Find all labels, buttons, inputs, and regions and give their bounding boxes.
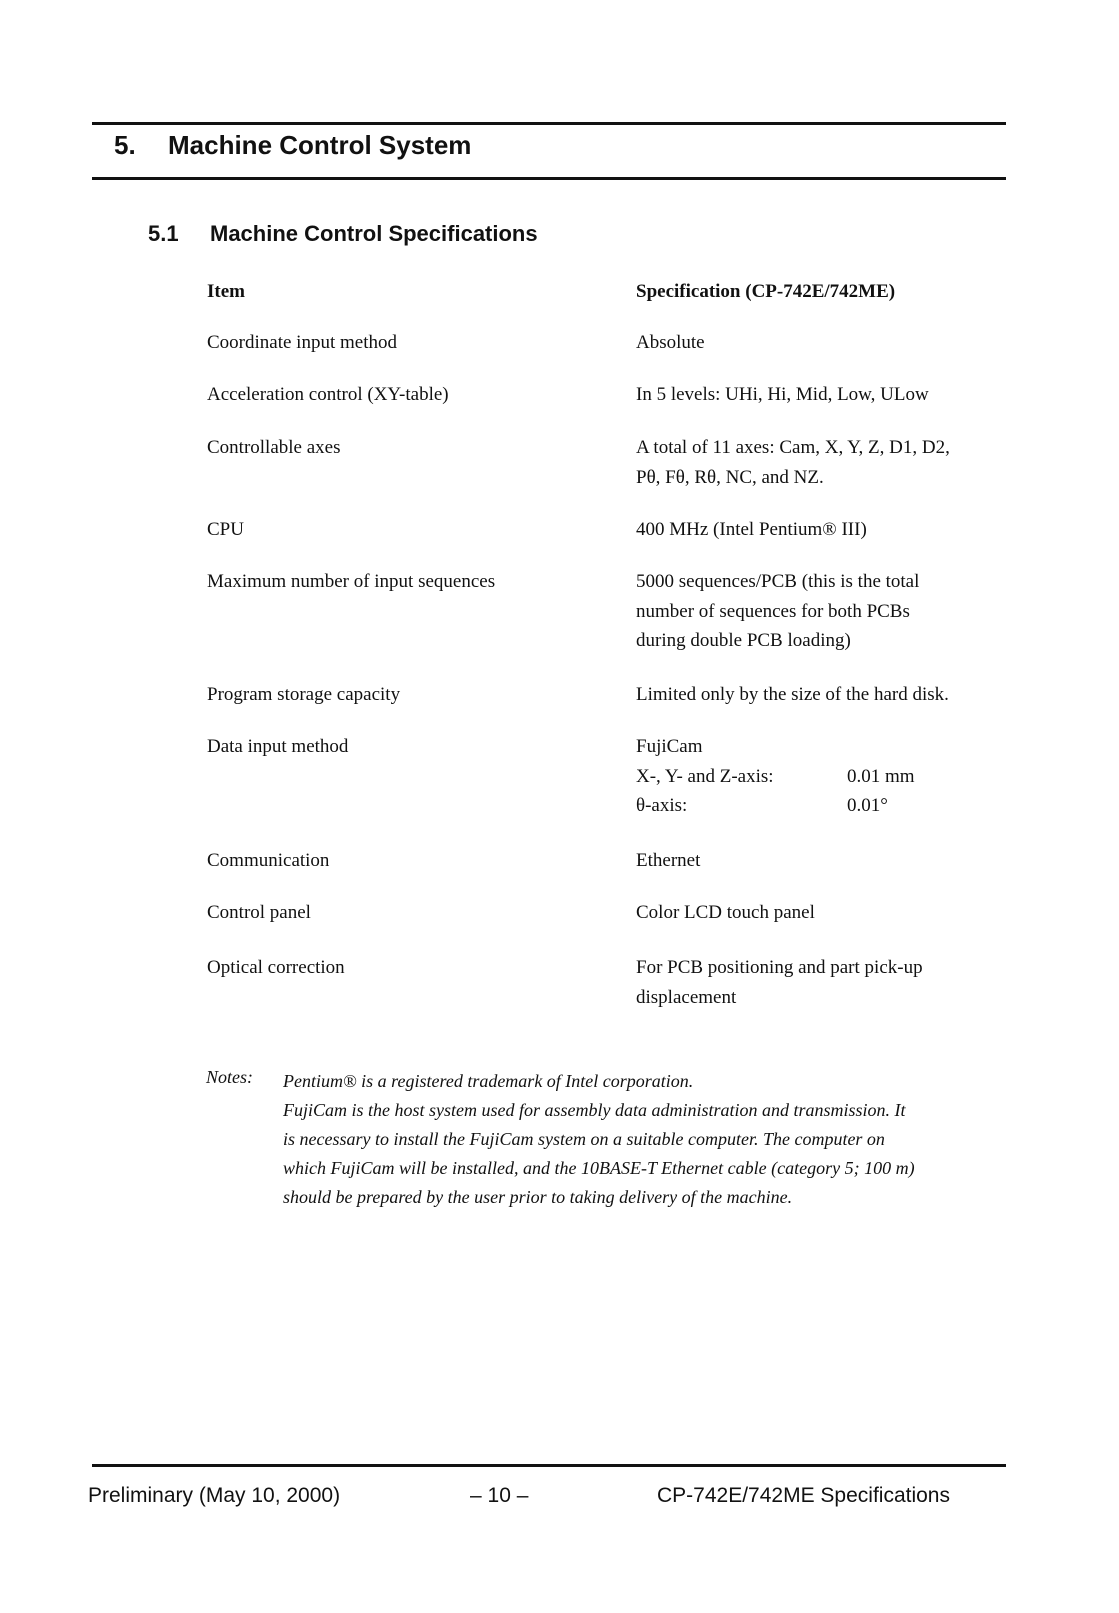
- row-spec-line: For PCB positioning and part pick-up: [636, 957, 923, 978]
- row-spec: In 5 levels: UHi, Hi, Mid, Low, ULow: [636, 384, 929, 405]
- row-spec: [636, 433, 950, 492]
- subsection-heading: [148, 221, 538, 247]
- row-spec: FujiCam: [636, 736, 703, 757]
- footer-page-number: – 10 –: [470, 1484, 529, 1507]
- row-item: Optical correction: [207, 957, 345, 978]
- row-spec: 400 MHz (Intel Pentium® III): [636, 519, 867, 540]
- row-spec: Color LCD touch panel: [636, 902, 815, 923]
- row-spec-line: Pθ, Fθ, Rθ, NC, and NZ.: [636, 466, 824, 488]
- row-spec: [636, 953, 923, 1012]
- row-spec: Ethernet: [636, 850, 701, 871]
- row-spec-line: A total of 11 axes: Cam, X, Y, Z, D1, D2,: [636, 437, 950, 458]
- section-heading: [114, 130, 471, 161]
- note-line: Pentium® is a registered trademark of Intel corporation.: [283, 1071, 694, 1091]
- table-header-spec: Specification (CP-742E/742ME): [636, 281, 896, 302]
- resolution-label: X-, Y- and Z-axis:: [636, 766, 774, 787]
- resolution-value: 0.01 mm: [847, 766, 915, 787]
- row-spec-line: 5000 sequences/PCB (this is the total: [636, 571, 920, 592]
- row-item: Maximum number of input sequences: [207, 571, 496, 592]
- notes-label: Notes:: [206, 1067, 253, 1087]
- row-spec: Absolute: [636, 332, 705, 353]
- section-bottom-rule: [92, 177, 1006, 180]
- resolution-value: 0.01°: [847, 795, 888, 816]
- table-header-item: Item: [207, 281, 245, 302]
- section-title: Machine Control System: [168, 130, 472, 160]
- note-line: is necessary to install the FujiCam system on a suitable computer. The computer on: [283, 1129, 885, 1149]
- resolution-label: θ-axis:: [636, 795, 688, 816]
- note-line: should be prepared by the user prior to taking delivery of the machine.: [283, 1187, 793, 1207]
- row-item: Control panel: [207, 902, 311, 923]
- row-item: Data input method: [207, 736, 349, 757]
- row-item: Acceleration control (XY-table): [207, 384, 449, 405]
- subsection-title: Machine Control Specifications: [210, 221, 538, 246]
- subsection-number: 5.1: [148, 221, 179, 246]
- row-spec: Limited only by the size of the hard disk.: [636, 684, 949, 705]
- row-item: Communication: [207, 850, 330, 871]
- note-line: FujiCam is the host system used for assembly data administration and transmission. It: [283, 1100, 906, 1120]
- row-spec-line: number of sequences for both PCBs: [636, 600, 910, 622]
- section-number: 5.: [114, 130, 136, 160]
- footer-left: Preliminary (May 10, 2000): [88, 1484, 341, 1507]
- footer-rule: [92, 1464, 1006, 1467]
- row-spec: [636, 567, 919, 656]
- footer-right: CP-742E/742ME Specifications: [657, 1484, 950, 1507]
- section-top-rule: [92, 122, 1006, 125]
- row-item: CPU: [207, 519, 244, 540]
- row-item: Coordinate input method: [207, 332, 397, 353]
- notes-text: [283, 1067, 915, 1212]
- row-item: Controllable axes: [207, 437, 341, 458]
- note-line: which FujiCam will be installed, and the 10BASE-T Ethernet cable (category 5; 100 m): [283, 1158, 915, 1178]
- row-item: Program storage capacity: [207, 684, 401, 705]
- row-spec-line: displacement: [636, 986, 737, 1008]
- row-spec-line: during double PCB loading): [636, 630, 851, 651]
